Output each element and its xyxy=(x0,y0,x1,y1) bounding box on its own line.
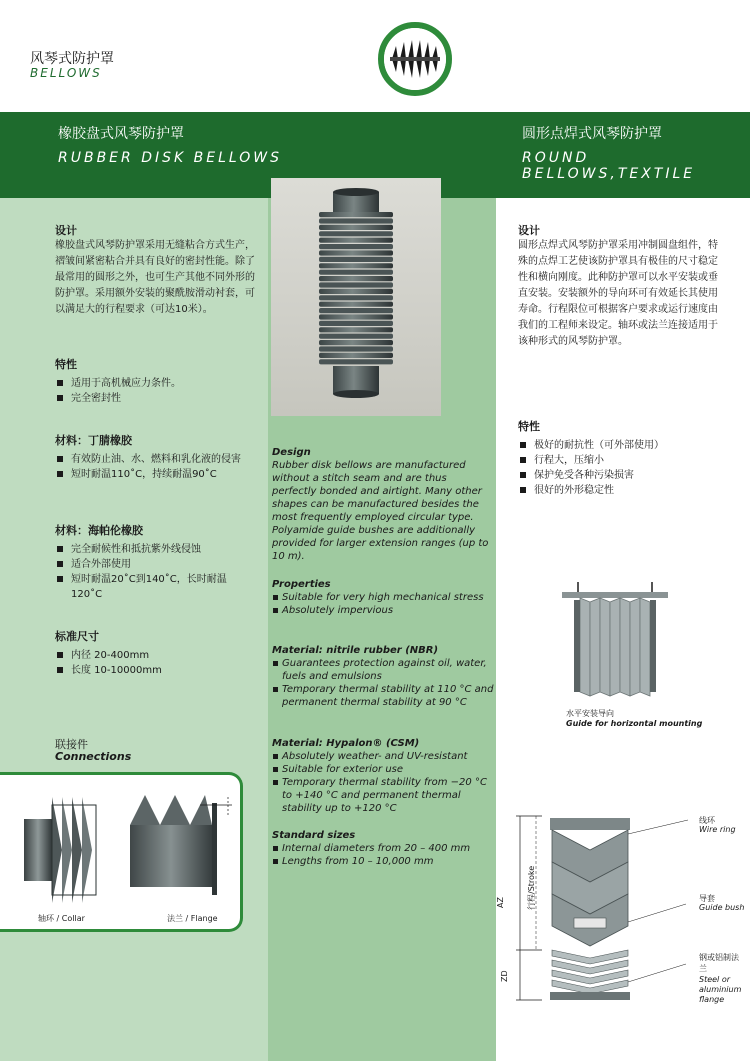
middle-properties-list xyxy=(272,591,494,617)
list-item: Internal diameters from 20 – 400 mm xyxy=(272,842,494,855)
left-nbr-title: 材料：丁腈橡胶 xyxy=(55,434,132,447)
horizontal-guide-drawing xyxy=(560,578,670,706)
middle-sizes-block xyxy=(272,829,494,868)
flange-material-label-en-1: Steel or xyxy=(699,975,731,984)
flange-material-label-cn: 钢或铝制法兰 xyxy=(699,953,739,973)
middle-nbr-block xyxy=(272,644,494,709)
flange-drawing xyxy=(130,795,232,895)
list-item: 短时耐温20˚C到140˚C，长时耐温120˚C xyxy=(55,572,255,602)
left-nbr-list xyxy=(55,452,260,482)
list-item: Temporary thermal stability from −20 °C to +140 °C and permanent thermal stability up to +120 °C xyxy=(272,776,494,815)
list-item: 极好的耐抗性（可外部使用） xyxy=(518,438,733,453)
left-section-title-en: RUBBER DISK BELLOWS xyxy=(58,150,283,166)
bellows-logo-icon xyxy=(378,22,452,96)
zd-label: ZD xyxy=(500,970,509,982)
middle-design-title: Design xyxy=(272,447,311,458)
left-sizes-title: 标准尺寸 xyxy=(55,630,99,643)
left-hypalon-title: 材料：海帕伦橡胶 xyxy=(55,524,143,537)
guide-bush-label-cn: 导套 xyxy=(699,894,715,903)
list-item: Absolutely impervious xyxy=(272,604,494,617)
list-item: 适用于高机械应力条件。 xyxy=(55,376,260,391)
flange-material-label-en-2: aluminium xyxy=(699,985,742,994)
list-item: 有效防止油、水、燃料和乳化液的侵害 xyxy=(55,452,260,467)
list-item: Guarantees protection against oil, water, fuels and emulsions xyxy=(272,657,494,683)
horizontal-guide-label-cn: 水平安装导向 xyxy=(566,709,614,718)
flange-material-label-en-3: flange xyxy=(699,995,725,1004)
az-label: AZ xyxy=(496,897,505,908)
left-sizes-list xyxy=(55,648,260,678)
flange-label: 法兰 / Flange xyxy=(167,914,218,923)
list-item: 很好的外形稳定性 xyxy=(518,483,733,498)
collar-label: 轴环 / Collar xyxy=(38,914,85,923)
list-item: 行程大，压缩小 xyxy=(518,453,733,468)
guide-bush-label-en: Guide bush xyxy=(699,903,745,912)
list-item: 内径 20-400mm xyxy=(55,648,260,663)
left-properties-title: 特性 xyxy=(55,358,77,371)
middle-properties-block xyxy=(272,578,494,617)
right-design-title: 设计 xyxy=(518,224,540,237)
brand-title-cn: 风琴式防护罩 xyxy=(30,51,114,67)
stroke-label: 行程/Stroke xyxy=(527,865,536,910)
left-properties-list xyxy=(55,376,260,406)
right-properties-list xyxy=(518,438,733,498)
middle-sizes-title: Standard sizes xyxy=(272,830,356,841)
middle-hypalon-block xyxy=(272,737,494,815)
left-section-title-cn: 橡胶盘式风琴防护罩 xyxy=(58,126,184,142)
middle-properties-title: Properties xyxy=(272,579,331,590)
connections-title-cn: 联接件 xyxy=(55,738,88,751)
list-item: Suitable for very high mechanical stress xyxy=(272,591,494,604)
wire-ring-label-en: Wire ring xyxy=(699,825,736,834)
collar-drawing xyxy=(24,797,96,903)
right-design-text: 圆形点焊式风琴防护罩采用冲制圆盘组件，特殊的点焊工艺使该防护罩具有极佳的尺寸稳定性和横向刚度。此种防护罩可以水平安装或垂直安装。安装额外的导向环可有效延长其使用寿命。行程限位可根据客户要求或运行速度由我们的工程师来设定。轴环或法兰连接适用于该种形式的风琴防护罩。 xyxy=(518,240,718,347)
brand-title-en: BELLOWS xyxy=(30,66,102,80)
list-item: 长度 10-10000mm xyxy=(55,663,260,678)
left-design-text: 橡胶盘式风琴防护罩采用无缝粘合方式生产，褶皱间紧密粘合并具有良好的密封性能。除了最常用的圆形之外，也可生产其他不同外形的防护罩。采用额外安装的聚酰胺滑动衬套，可以满足大的行程要求（可达10米）。 xyxy=(55,240,255,315)
middle-design-block xyxy=(272,446,494,563)
left-hypalon-list xyxy=(55,542,255,602)
list-item: Temporary thermal stability at 110 °C and permanent thermal stability at 90 °C xyxy=(272,683,494,709)
middle-nbr-title: Material: nitrile rubber (NBR) xyxy=(272,645,439,656)
connections-box xyxy=(0,772,243,932)
list-item: 保护免受各种污染损害 xyxy=(518,468,733,483)
list-item: 完全耐候性和抵抗紫外线侵蚀 xyxy=(55,542,255,557)
right-section-title-en: ROUND BELLOWS,TEXTILE xyxy=(522,150,696,182)
list-item: 短时耐温110˚C，持续耐温90˚C xyxy=(55,467,260,482)
connections-title-en: Connections xyxy=(55,750,132,763)
list-item: Absolutely weather- and UV-resistant xyxy=(272,750,494,763)
horizontal-guide-label-en: Guide for horizontal mounting xyxy=(566,719,703,728)
list-item: Suitable for exterior use xyxy=(272,763,494,776)
middle-sizes-list xyxy=(272,842,494,868)
right-section-title-cn: 圆形点焊式风琴防护罩 xyxy=(522,126,662,142)
middle-hypalon-list xyxy=(272,750,494,815)
middle-nbr-list xyxy=(272,657,494,709)
list-item: 适合外部使用 xyxy=(55,557,255,572)
rubber-bellows-photo xyxy=(271,178,441,416)
middle-design-text: Rubber disk bellows are manufactured without a stitch seam and are thus perfectly bonded and airtight. Many other shapes can be manufactured besides the most frequently employed circular type. Polyamide guide bushes are additionally provided for larger extension ranges (up to 10 m). xyxy=(272,460,489,562)
middle-hypalon-title: Material: Hypalon® (CSM) xyxy=(272,738,420,749)
list-item: Lengths from 10 – 10,000 mm xyxy=(272,855,494,868)
list-item: 完全密封性 xyxy=(55,391,260,406)
left-design-title: 设计 xyxy=(55,224,77,237)
wire-ring-label-cn: 线环 xyxy=(699,816,715,825)
right-properties-title: 特性 xyxy=(518,420,540,433)
vertical-bellows-drawing xyxy=(512,810,698,1010)
